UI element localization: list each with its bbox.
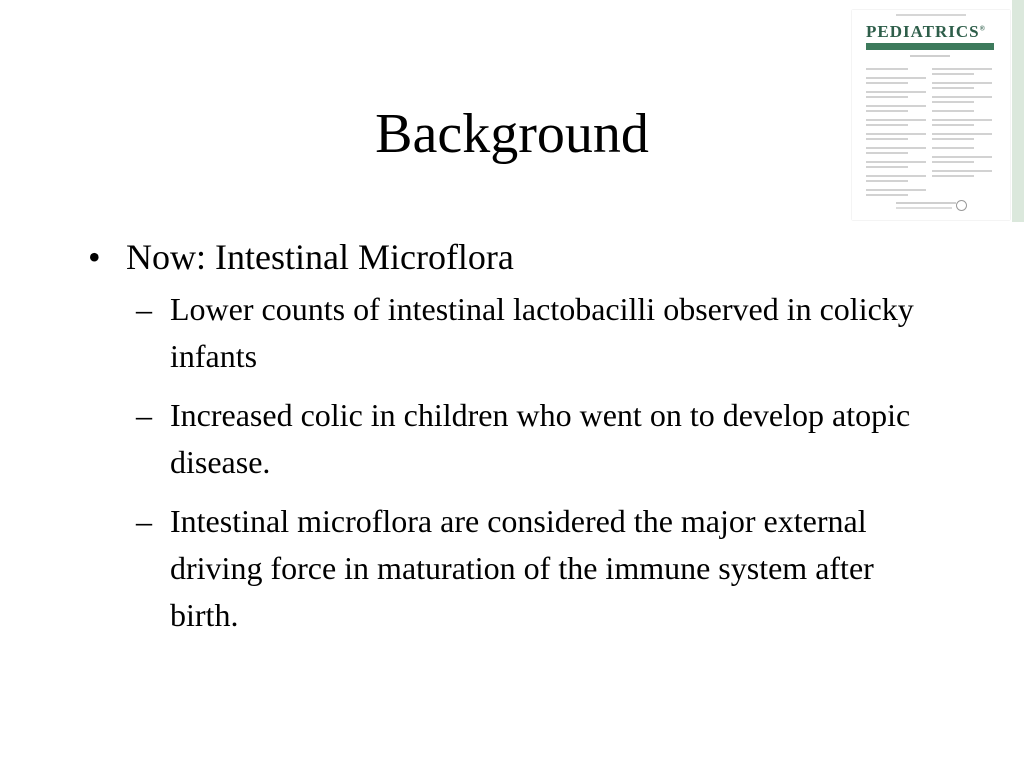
- sub-bullet-text: Increased colic in children who went on to develop atopic disease.: [170, 397, 911, 480]
- sub-bullet-group: [88, 286, 948, 639]
- slide-body: [88, 232, 948, 651]
- cover-journal-title: [866, 22, 994, 42]
- bullet-marker: •: [88, 237, 101, 277]
- sub-bullet-list: [88, 286, 948, 639]
- sub-bullet-item: [136, 392, 948, 486]
- sub-bullet-text: Intestinal microflora are considered the major external driving force in maturation of the immune system after birth.: [170, 503, 874, 633]
- bullet-item: [88, 232, 948, 282]
- cover-band: [866, 43, 994, 50]
- cover-journal-mark: ®: [979, 24, 986, 33]
- sub-bullet-text: Lower counts of intestinal lactobacilli observed in colicky infants: [170, 291, 914, 374]
- cover-journal-name: PEDIATRICS: [866, 22, 980, 41]
- sub-bullet-marker: –: [136, 397, 152, 433]
- cover-header-line: [896, 14, 966, 16]
- cover-seal-icon: [956, 200, 967, 211]
- cover-footer-line-2: [896, 207, 952, 209]
- sub-bullet-item: [136, 286, 948, 380]
- sub-bullet-marker: –: [136, 503, 152, 539]
- cover-sub-line: [910, 55, 950, 57]
- sub-bullet-item: [136, 498, 948, 639]
- sub-bullet-marker: –: [136, 291, 152, 327]
- cover-footer-line: [896, 202, 956, 204]
- bullet-text: Now: Intestinal Microflora: [126, 237, 514, 277]
- slide-title: Background: [375, 103, 649, 165]
